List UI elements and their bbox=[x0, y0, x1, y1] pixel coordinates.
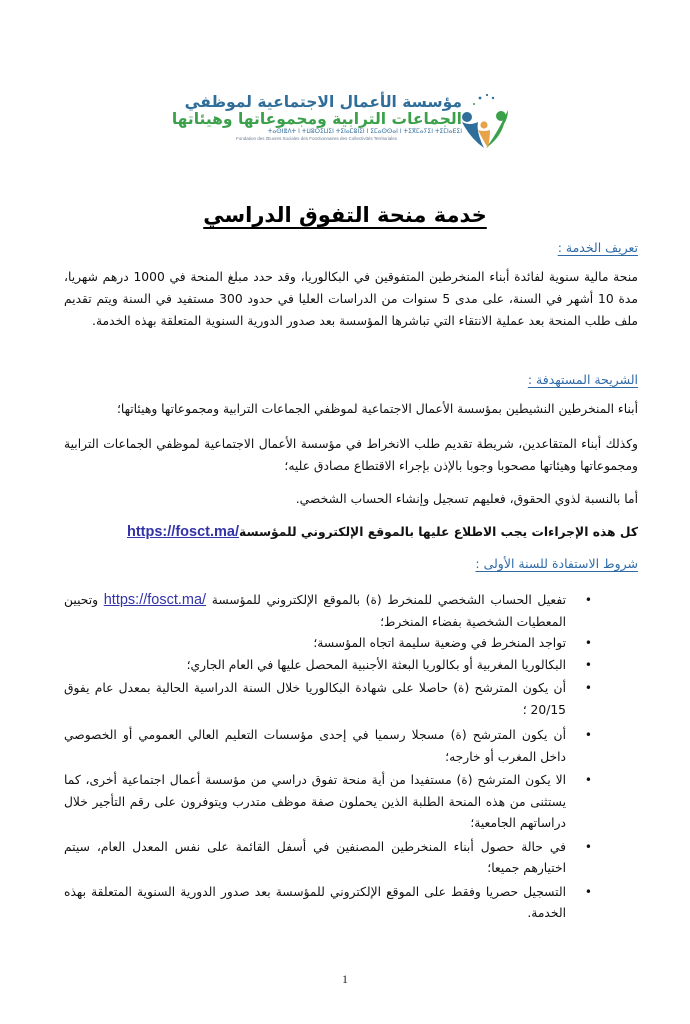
foundation-name-tifinagh: ⵜⴰⵙⵏⴻⴷⵜ ⵏ ⵜⵡⵓⵔⵉⵡⵉⵏ ⵜⵉⵏⴰⵎⵓⵏⵉⵏ ⵏ ⵉⵎⴰⵙⵙⴰⵏ ⵏ ⵜⵉⴳⵎⴰⵢⵉⵏ ⵜⵉⵎⵏⴰⴹⵉⵏ bbox=[267, 128, 462, 135]
condition-item bbox=[64, 678, 602, 721]
section-heading-definition: تعريف الخدمة : bbox=[557, 240, 638, 255]
condition-item bbox=[64, 633, 602, 655]
bullet-icon: • bbox=[584, 657, 592, 672]
section-heading-target: الشريحة المستهدفة : bbox=[527, 372, 638, 387]
website-link[interactable]: https://fosct.ma/ bbox=[127, 524, 239, 540]
procedures-notice-label: كل هذه الإجراءات يجب الاطلاع عليها بالموقع الإلكتروني للمؤسسة bbox=[238, 525, 638, 539]
section-heading-conditions: شروط الاستفادة للسنة الأولى : bbox=[475, 556, 638, 571]
target-body-beneficiaries bbox=[64, 488, 638, 510]
condition-text: أن يكون المترشح (ة) مسجلا رسميا في إحدى مؤسسات التعليم العالي العمومي أو الخصوصي داخل المغرب أو خارجه؛ bbox=[64, 728, 566, 764]
procedures-notice-text bbox=[64, 521, 638, 543]
target-paragraph-retired: وكذلك أبناء المتقاعدين، شريطة تقديم طلب الانخراط في مؤسسة الأعمال الاجتماعية لموظفي الجماعات الترابية ومجموعاتها وهيئاتها مصحوبا وجوبا بالإذن بإجراء الاقتطاع مصادق عليه؛ bbox=[64, 437, 638, 473]
condition-text: البكالوريا المغربية أو بكالوريا البعثة الأجنبية المحصل عليها في العام الجاري؛ bbox=[186, 657, 566, 672]
conditions-list bbox=[64, 590, 602, 925]
bullet-icon: • bbox=[584, 773, 592, 787]
target-body-retired bbox=[64, 433, 638, 477]
foundation-name bbox=[171, 93, 462, 142]
section-definition bbox=[64, 240, 638, 255]
foundation-name-line1: مؤسسة الأعمال الاجتماعية لموظفي bbox=[184, 93, 462, 111]
condition-item bbox=[64, 770, 602, 835]
bullet-icon: • bbox=[584, 728, 592, 742]
bullet-icon: • bbox=[584, 681, 592, 695]
condition-item bbox=[64, 837, 602, 880]
bullet-icon: • bbox=[584, 636, 592, 650]
target-body bbox=[64, 398, 638, 420]
conditions-list-container bbox=[64, 590, 602, 925]
section-conditions bbox=[64, 556, 638, 571]
condition-text-cont: وتحيين المعطيات الشخصية بفضاء المنخرط؛ bbox=[64, 593, 566, 629]
definition-paragraph: منحة مالية سنوية لفائدة أبناء المنخرطين المتفوقين في البكالوريا، وقد حدد مبلغ المنحة في 1000 درهم شهريا، مدة 10 أشهر في السنة، على مدى 5 سنوات من الدراسات العليا في حدود 300 مستفيد في السنة ويتم تقديم ملف طلب المنحة بعد عملية الانتقاء التي تباشرها المؤسسة بعد صدور الدورية السنوية المتعلقة بهذه الخدمة. bbox=[64, 270, 638, 328]
condition-text: التسجيل حصريا وفقط على الموقع الإلكتروني للمؤسسة بعد صدور الدورية السنوية المتعلقة بهذه الخدمة. bbox=[64, 884, 566, 920]
bullet-icon: • bbox=[584, 884, 592, 899]
foundation-emblem-icon bbox=[458, 92, 528, 150]
foundation-name-french: Fondation des Œuvres Sociales des Fonctionnaires des Collectivités Territoriales bbox=[236, 136, 397, 141]
condition-text: الا يكون المترشح (ة) مستفيدا من أية منحة تفوق دراسي من مؤسسة أعمال اجتماعية أخرى، كما يستثنى من هذه المنحة الطلبة الذين يحملون صفة موظف متدرب ويتوفرون على رقم التأجير خلال دراساتهم الجامعية؛ bbox=[64, 773, 566, 830]
website-link[interactable]: https://fosct.ma/ bbox=[103, 592, 207, 608]
condition-item bbox=[64, 882, 602, 925]
condition-text: في حالة حصول أبناء المنخرطين المصنفين في أسفل القائمة على نفس المعدل العام، سيتم اختيارهم جميعا؛ bbox=[64, 839, 566, 875]
condition-item bbox=[64, 655, 602, 677]
target-paragraph-beneficiaries: أما بالنسبة لذوي الحقوق، فعليهم تسجيل وإنشاء الحساب الشخصي. bbox=[295, 492, 638, 506]
foundation-name-line2: الجماعات الترابية ومجموعاتها وهيئاتها bbox=[171, 110, 462, 128]
procedures-notice bbox=[64, 521, 638, 543]
condition-item bbox=[64, 590, 602, 633]
foundation-logo bbox=[171, 92, 528, 150]
document-title bbox=[0, 203, 690, 227]
section-target bbox=[64, 372, 638, 387]
condition-text: تفعيل الحساب الشخصي للمنخرط (ة) بالموقع الإلكتروني للمؤسسة bbox=[206, 593, 566, 607]
condition-item bbox=[64, 725, 602, 768]
page-number: 1 bbox=[342, 972, 348, 986]
definition-body bbox=[64, 266, 638, 332]
document-title-text: خدمة منحة التفوق الدراسي bbox=[203, 203, 487, 227]
bullet-icon: • bbox=[584, 593, 592, 607]
condition-text: تواجد المنخرط في وضعية سليمة اتجاه المؤسسة؛ bbox=[313, 636, 566, 650]
target-paragraph-active: أبناء المنخرطين النشيطين بمؤسسة الأعمال الاجتماعية لموظفي الجماعات الترابية ومجموعاتها وهيئاتها؛ bbox=[116, 402, 638, 416]
condition-text: أن يكون المترشح (ة) حاصلا على شهادة البكالوريا خلال السنة الدراسية الحالية بمعدل عام يفوق 20/15 ؛ bbox=[64, 681, 566, 717]
bullet-icon: • bbox=[584, 839, 592, 854]
